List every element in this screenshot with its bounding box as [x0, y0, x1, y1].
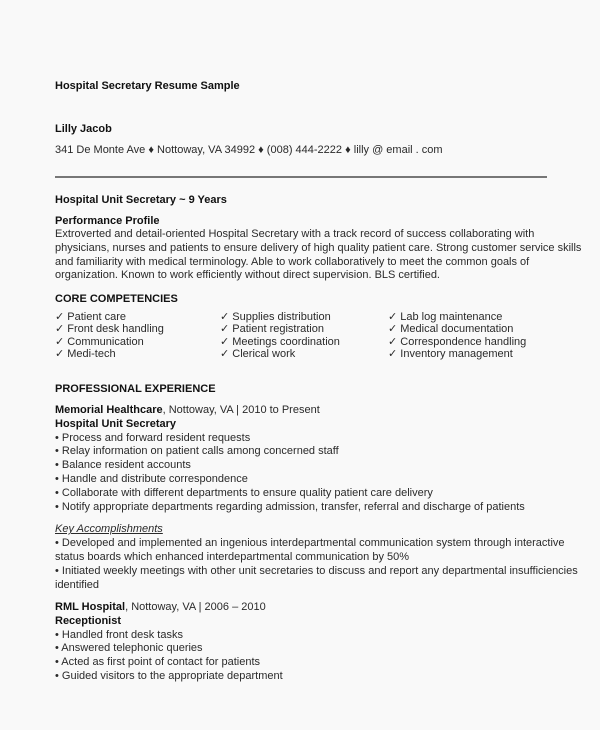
competency-item: ✓ Patient registration — [220, 323, 324, 336]
competency-item: ✓ Clerical work — [220, 348, 296, 361]
job-entry — [55, 404, 578, 592]
document-title: Hospital Secretary Resume Sample — [55, 80, 240, 92]
profile-text — [55, 228, 581, 283]
profile-line: Extroverted and detail-oriented Hospital Secretary with a track record of success collaborating with — [55, 228, 535, 240]
competency-item: ✓ Front desk handling — [55, 323, 164, 336]
job-details: , Nottoway, VA | 2010 to Present — [162, 404, 320, 416]
competency-item: ✓ Meetings coordination — [220, 335, 340, 348]
job-bullet: • Notify appropriate departments regarding admission, transfer, referral and discharge of patients — [55, 500, 525, 513]
job-title: Hospital Unit Secretary — [55, 417, 177, 430]
competency-item: ✓ Medi-tech — [55, 348, 116, 361]
profile-line: physicians, nurses and patients to ensure delivery of high quality patient care. Strong customer service skills — [55, 241, 582, 254]
job-title: Receptionist — [55, 614, 122, 627]
accomplishment-line: • Initiated weekly meetings with other unit secretaries to discuss and report any departmental insufficiencies — [55, 564, 578, 577]
contact-info: 341 De Monte Ave ♦ Nottoway, VA 34992 ♦ (008) 444-2222 ♦ lilly @ email . com — [55, 144, 443, 156]
job-entry — [55, 601, 283, 684]
competency-item: ✓ Correspondence handling — [388, 335, 527, 348]
job-bullet: • Handled front desk tasks — [55, 628, 183, 641]
job-details: , Nottoway, VA | 2006 – 2010 — [125, 601, 266, 613]
employer-name: Memorial Healthcare — [55, 404, 163, 416]
job-bullet: • Relay information on patient calls among concerned staff — [55, 445, 339, 458]
competency-item: ✓ Lab log maintenance — [388, 311, 503, 323]
job-bullet: • Answered telephonic queries — [55, 642, 203, 655]
candidate-name: Lilly Jacob — [55, 123, 112, 135]
accomplishments-heading: Key Accomplishments — [55, 523, 163, 536]
competencies-column-1 — [55, 311, 164, 361]
job-bullet: • Balance resident accounts — [55, 459, 191, 472]
job-employer-line — [55, 601, 283, 615]
job-bullet: • Collaborate with different departments to ensure quality patient care delivery — [55, 486, 433, 499]
competency-item: ✓ Patient care — [55, 311, 126, 323]
profile-line: organization. Known to work efficiently without direct supervision. BLS certified. — [55, 269, 440, 282]
accomplishment-line: • Developed and implemented an ingenious interdepartmental communication system through interactive — [55, 537, 565, 550]
job-bullet: • Acted as first point of contact for patients — [55, 656, 261, 669]
competencies-column-2 — [220, 311, 340, 361]
competency-item: ✓ Communication — [55, 335, 144, 348]
accomplishment-line: identified — [55, 578, 100, 591]
headline: Hospital Unit Secretary ~ 9 Years — [55, 194, 227, 206]
profile-line: and familiarity with medical terminology. Able to work collaboratively to meet the common goals of — [55, 255, 530, 268]
experience-heading: PROFESSIONAL EXPERIENCE — [55, 383, 216, 395]
competencies-heading: CORE COMPETENCIES — [55, 293, 178, 305]
job-bullet: • Handle and distribute correspondence — [55, 472, 248, 485]
job-employer-line — [55, 404, 578, 418]
job-bullet: • Process and forward resident requests — [55, 431, 251, 444]
competency-item: ✓ Inventory management — [388, 348, 513, 361]
divider — [55, 176, 547, 178]
accomplishment-line: status boards which enhanced interdepartmental communication by 50% — [55, 550, 410, 563]
competencies-column-3 — [388, 311, 526, 361]
competency-item: ✓ Supplies distribution — [220, 311, 331, 323]
profile-heading: Performance Profile — [55, 215, 160, 227]
employer-name: RML Hospital — [55, 601, 126, 613]
job-bullet: • Guided visitors to the appropriate department — [55, 669, 283, 682]
competency-item: ✓ Medical documentation — [388, 323, 514, 336]
